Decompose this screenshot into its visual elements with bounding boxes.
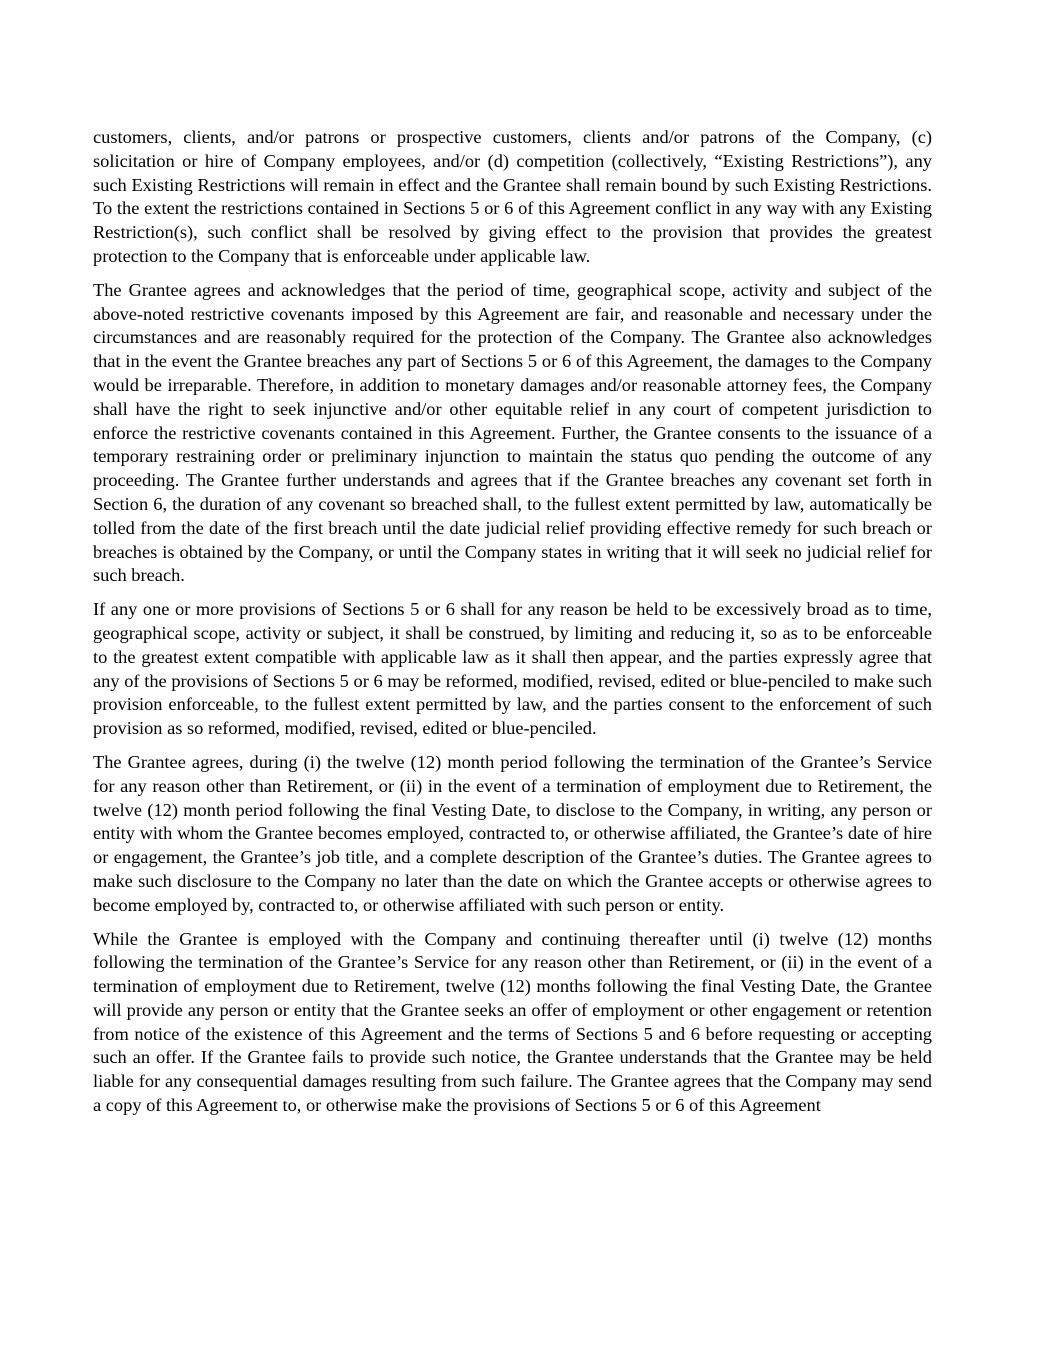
paragraph-disclosure-obligation: The Grantee agrees, during (i) the twelve (12) month period following the termination of the Grantee’s Service for any reason other than Retirement, or (ii) in the event of a termination of employment due to Retirement, the twelve (12) month period following the final Vesting Date, to disclose to the Company, in writing, any person or entity with whom the Grantee becomes employed, contracted to, or otherwise affiliated, the Grantee’s date of hire or engagement, the Grantee’s job title, and a complete description of the Grantee’s duties. The Grantee agrees to make such disclosure to the Company no later than the date on which the Grantee accepts or otherwise agrees to become employed by, contracted to, or otherwise affiliated with such person or entity.: [93, 751, 932, 915]
paragraph-notice-to-prospective-employers: While the Grantee is employed with the Company and continuing thereafter until (i) twelve (12) months following the termination of the Grantee’s Service for any reason other than Retirement, or (ii) in the event of a termination of employment due to Retirement, twelve (12) months following the final Vesting Date, the Grantee will provide any person or entity that the Grantee seeks an offer of employment or other engagement or retention from notice of the existence of this Agreement and the terms of Sections 5 and 6 before requesting or accepting such an offer. If the Grantee fails to provide such notice, the Grantee understands that the Grantee may be held liable for any consequential damages resulting from such failure. The Grantee agrees that the Company may send a copy of this Agreement to, or otherwise make the provisions of Sections 5 or 6 of this Agreement: [93, 928, 932, 1116]
document-page: [93, 126, 932, 1128]
paragraph-existing-restrictions: customers, clients, and/or patrons or prospective customers, clients and/or patrons of the Company, (c) solicitation or hire of Company employees, and/or (d) competition (collectively, “Existing Restrictions”), any such Existing Restrictions will remain in effect and the Grantee shall remain bound by such Existing Restrictions. To the extent the restrictions contained in Sections 5 or 6 of this Agreement conflict in any way with any Existing Restriction(s), such conflict shall be resolved by giving effect to the provision that provides the greatest protection to the Company that is enforceable under applicable law.: [93, 127, 932, 266]
paragraph-severability-reformation: If any one or more provisions of Sections 5 or 6 shall for any reason be held to be excessively broad as to time, geographical scope, activity or subject, it shall be construed, by limiting and reducing it, so as to be enforceable to the greatest extent compatible with applicable law as it shall then appear, and the parties expressly agree that any of the provisions of Sections 5 or 6 may be reformed, modified, revised, edited or blue-penciled to make such provision enforceable, to the fullest extent permitted by law, and the parties consent to the enforcement of such provision as so reformed, modified, revised, edited or blue-penciled.: [93, 599, 932, 739]
paragraph-acknowledgement-of-covenants: The Grantee agrees and acknowledges that the period of time, geographical scope, activity and subject of the above-noted restrictive covenants imposed by this Agreement are fair, and reasonable and necessary under the circumstances and are reasonably required for the protection of the Company. The Grantee also acknowledges that in the event the Grantee breaches any part of Sections 5 or 6 of this Agreement, the damages to the Company would be irreparable. Therefore, in addition to monetary damages and/or reasonable attorney fees, the Company shall have the right to seek injunctive and/or other equitable relief in any court of competent jurisdiction to enforce the restrictive covenants contained in this Agreement. Further, the Grantee consents to the issuance of a temporary restraining order or preliminary injunction to maintain the status quo pending the outcome of any proceeding. The Grantee further understands and agrees that if the Grantee breaches any covenant set forth in Section 6, the duration of any covenant so breached shall, to the fullest extent permitted by law, automatically be tolled from the date of the first breach until the date judicial relief providing effective remedy for such breach or breaches is obtained by the Company, or until the Company states in writing that it will seek no judicial relief for such breach.: [93, 279, 932, 586]
